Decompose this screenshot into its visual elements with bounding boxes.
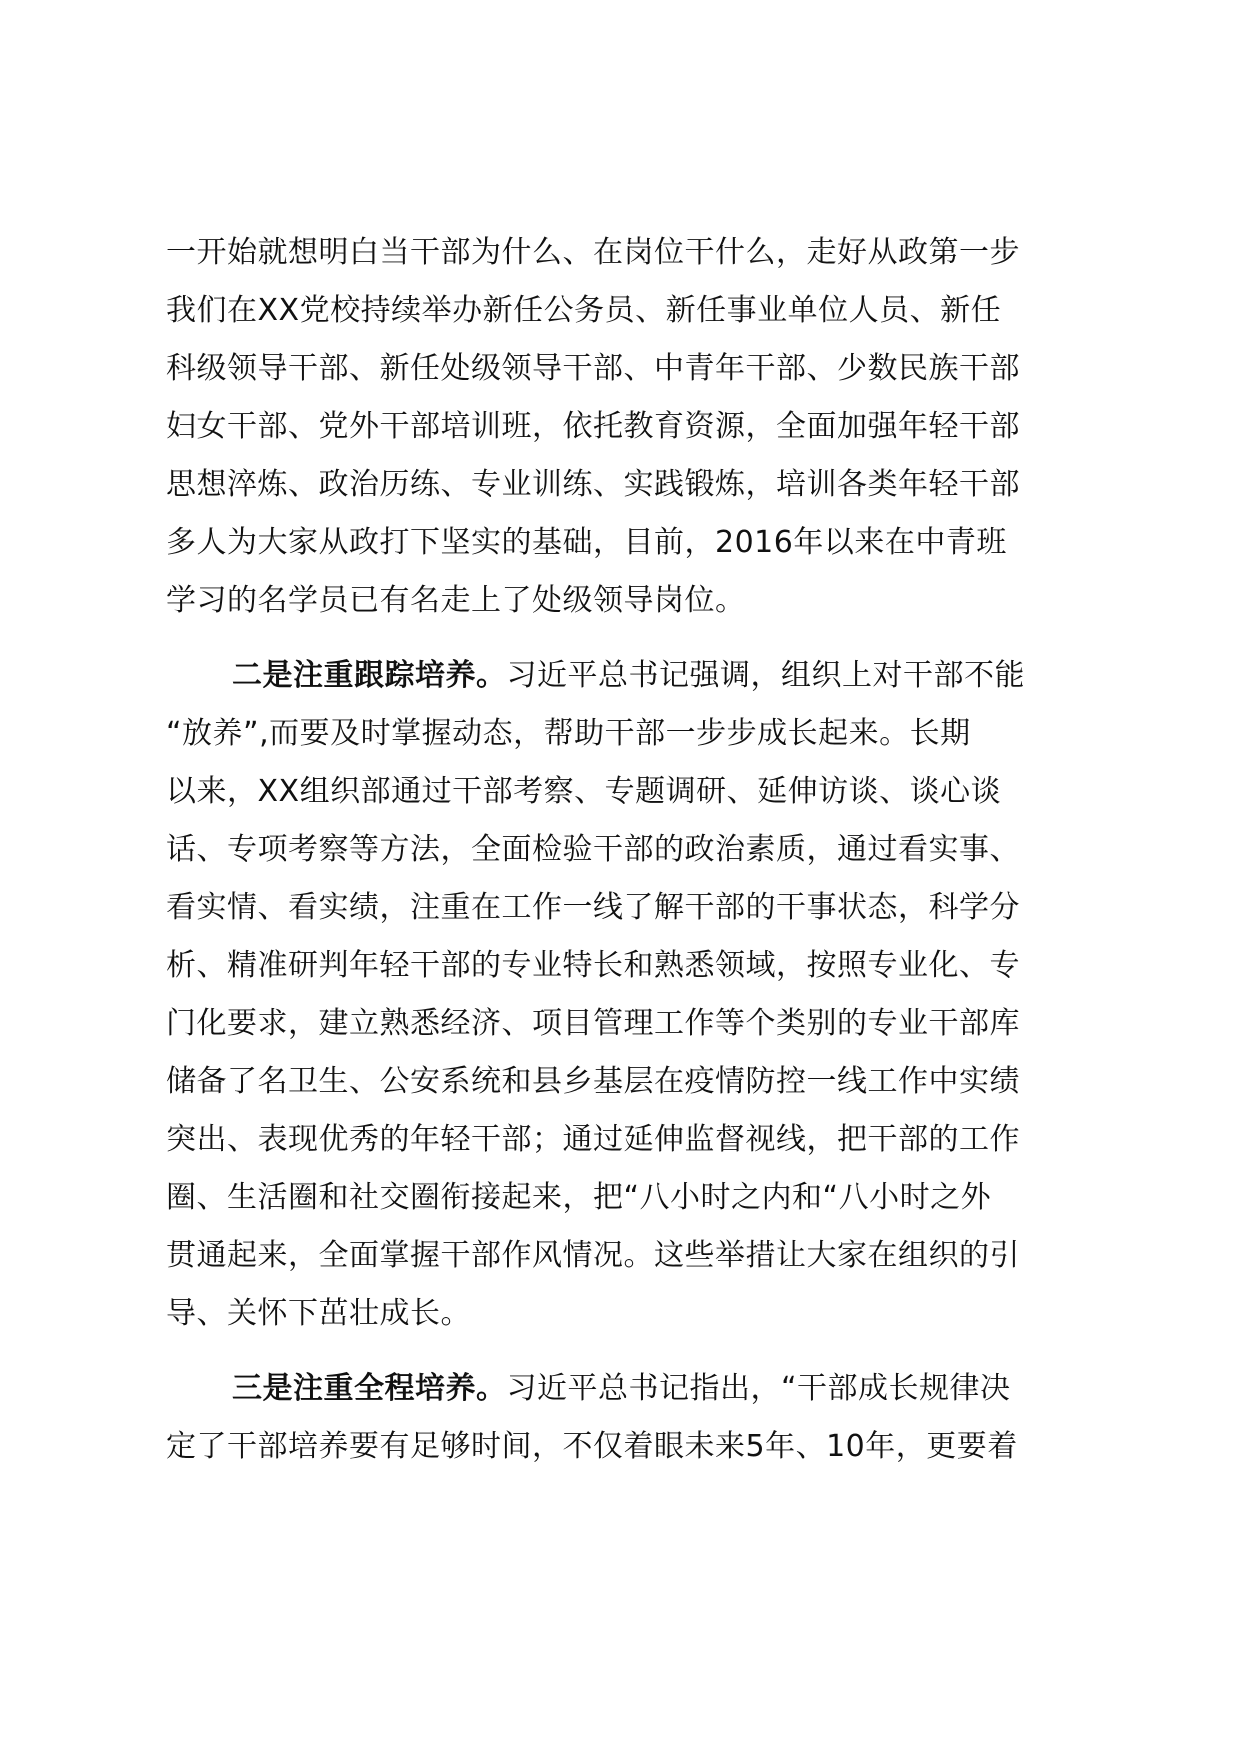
text-line: 学习的名学员已有名走上了处级领导岗位。 <box>166 583 746 618</box>
text-line: 突出、表现优秀的年轻干部；通过延伸监督视线，把干部的工作 <box>166 1122 1020 1157</box>
paragraph-1 <box>166 224 1111 630</box>
text-line: 圈、生活圈和社交圈衔接起来，把“八小时之内和“八小时之外 <box>166 1180 992 1215</box>
text-line: 以来，XX组织部通过干部考察、专题调研、延伸访谈、谈心谈 <box>166 774 1002 809</box>
text-line: 析、精准研判年轻干部的专业特长和熟悉领域，按照专业化、专 <box>166 948 1020 983</box>
text-line: 导、关怀下茁壮成长。 <box>166 1296 471 1331</box>
text-line: “放养”,而要及时掌握动态，帮助干部一步步成长起来。长期 <box>166 716 971 751</box>
text-line: 思想淬炼、政治历练、专业训练、实践锻炼，培训各类年轻干部 <box>166 467 1020 502</box>
section-heading: 三是注重全程培养。 <box>232 1371 507 1406</box>
text-line: 一开始就想明白当干部为什么、在岗位干什么，走好从政第一步 <box>166 235 1020 270</box>
document-body <box>166 224 1111 1476</box>
text-line <box>166 1360 1111 1418</box>
text-line: 科级领导干部、新任处级领导干部、中青年干部、少数民族干部 <box>166 351 1020 386</box>
text-line: 定了干部培养要有足够时间，不仅着眼未来5年、10年，更要着 <box>166 1429 1018 1464</box>
text-line: 看实情、看实绩，注重在工作一线了解干部的干事状态，科学分 <box>166 890 1020 925</box>
text-line: 我们在XX党校持续举办新任公务员、新任事业单位人员、新任 <box>166 293 1002 328</box>
text-line: 妇女干部、党外干部培训班，依托教育资源，全面加强年轻干部 <box>166 409 1020 444</box>
text-run: 习近平总书记指出，“干部成长规律决 <box>506 1371 1011 1406</box>
text-line: 话、专项考察等方法，全面检验干部的政治素质，通过看实事、 <box>166 832 1020 867</box>
text-line: 门化要求，建立熟悉经济、项目管理工作等个类别的专业干部库 <box>166 1006 1020 1041</box>
text-line: 贯通起来，全面掌握干部作风情况。这些举措让大家在组织的引 <box>166 1238 1020 1273</box>
section-heading: 二是注重跟踪培养。 <box>232 658 507 693</box>
text-run: 习近平总书记强调，组织上对干部不能 <box>506 658 1025 693</box>
text-line: 储备了名卫生、公安系统和县乡基层在疫情防控一线工作中实绩 <box>166 1064 1020 1099</box>
paragraph-2 <box>166 647 1111 1343</box>
paragraph-3 <box>166 1360 1111 1476</box>
text-line <box>166 647 1111 705</box>
text-line: 多人为大家从政打下坚实的基础，目前，2016年以来在中青班 <box>166 525 1007 560</box>
